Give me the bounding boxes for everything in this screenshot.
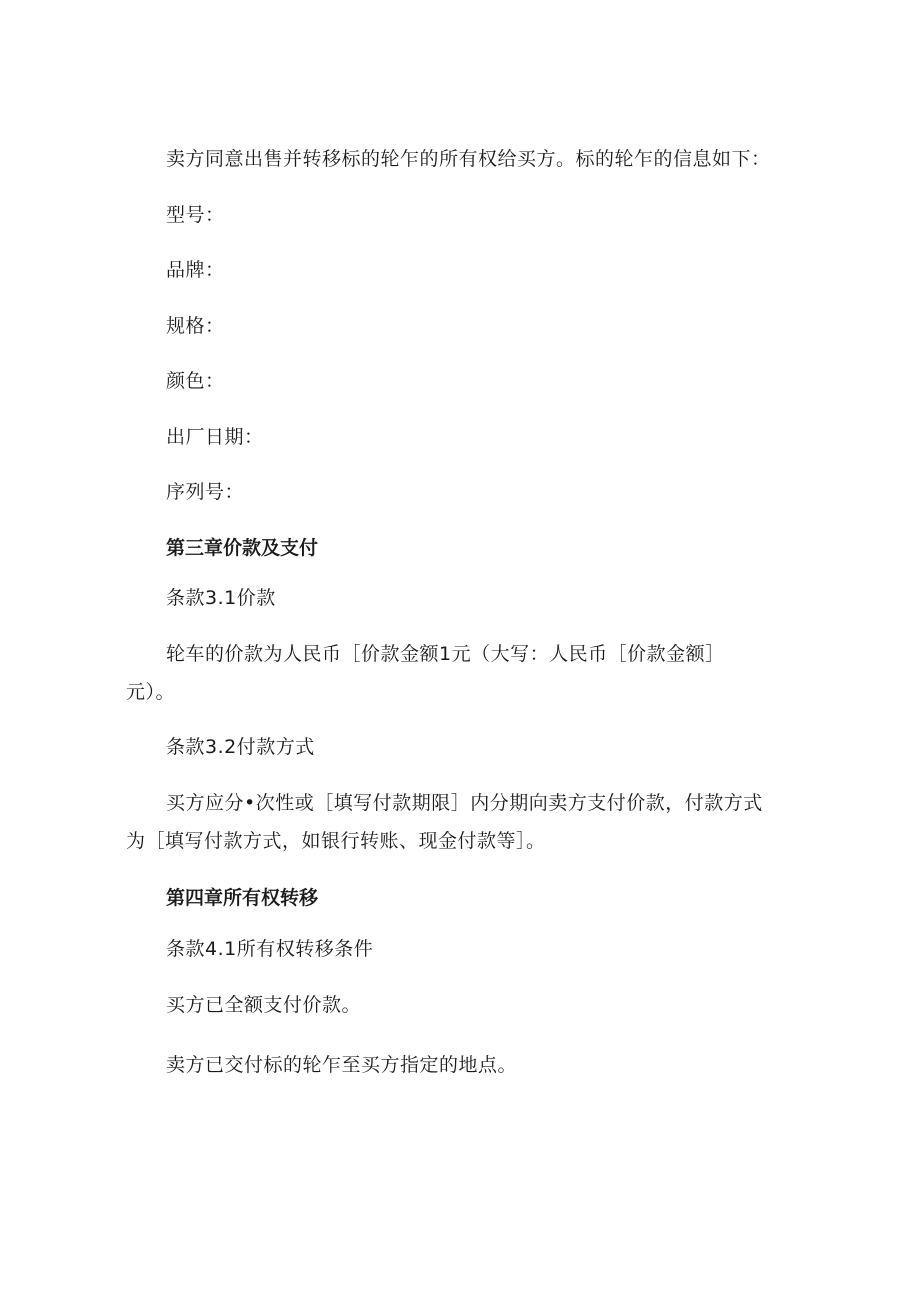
clause-4-1-heading: 条款4.1所有权转移条件 — [166, 938, 374, 960]
field-spec-label: 规格： — [166, 315, 225, 337]
clause-3-2-text-line1: 买方应分•次性或［填写付款期限］内分期向卖方支付价款，付款方式 — [166, 792, 763, 814]
chapter-4-heading: 第四章所有权转移 — [166, 887, 319, 909]
clause-3-1-heading: 条款3.1价款 — [166, 587, 276, 609]
clause-4-1-item-1: 买方已全额支付价款。 — [166, 994, 362, 1016]
chapter-3-heading: 第三章价款及支付 — [166, 537, 319, 559]
clause-3-1-text-line2: 元）。 — [126, 681, 176, 703]
clause-3-1-text-line1: 轮车的价款为人民币［价款金额1元（大写：人民币［价款金额］ — [166, 643, 725, 665]
field-brand-label: 品牌： — [166, 259, 225, 281]
field-serial-number-label: 序列号： — [166, 481, 245, 503]
intro-paragraph: 卖方同意出售并转移标的轮乍的所有权给买方。标的轮乍的信息如下： — [166, 148, 771, 170]
field-model-label: 型号： — [166, 204, 225, 226]
clause-3-2-heading: 条款3.2付款方式 — [166, 736, 315, 758]
clause-3-2-text-line2: 为［填写付款方式，如银行转账、现金付款等］。 — [126, 830, 546, 852]
field-manufacture-date-label: 出厂日期： — [166, 426, 264, 448]
field-color-label: 颜色： — [166, 370, 225, 392]
clause-4-1-item-2: 卖方已交付标的轮乍至买方指定的地点。 — [166, 1054, 518, 1076]
